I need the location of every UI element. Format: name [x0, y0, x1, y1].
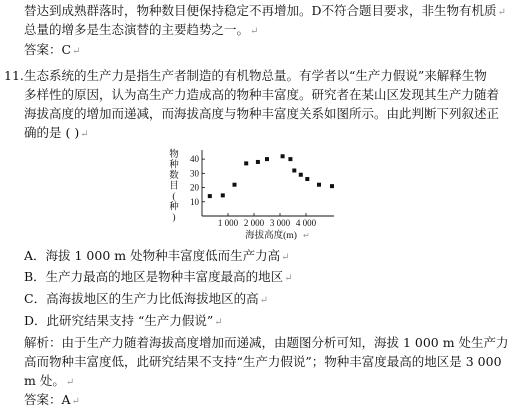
analysis-line-2: 高而物种丰富度低，此研究结果不支持“生产力假说”；物种丰富度最高的地区是 3 000	[24, 354, 502, 369]
y-axis-label: 物种数目(种)	[169, 150, 179, 223]
prev-answer: 答案：C↵	[24, 42, 81, 57]
data-point	[305, 177, 309, 181]
chart-points	[208, 154, 334, 198]
data-point	[330, 184, 334, 188]
option-c: C．高海拔地区的生产力比低海拔地区的高↵	[24, 291, 268, 306]
question-stem-line-3: 海拔高度的增加而递减，而海拔高度与物种丰富度关系如图所示。由此判断下列叙述正	[24, 106, 500, 121]
data-point	[221, 193, 225, 197]
question-stem-line-1: 生态系统的生产力是指生产者制造的有机物总量。有学者以“生产力假说”来解释生物	[24, 68, 487, 83]
data-point	[317, 183, 321, 187]
x-tick-label: 2 000	[243, 218, 265, 228]
x-axis-label: 海拔高度(m)	[245, 231, 297, 241]
data-point	[299, 173, 303, 177]
y-tick-label: 20	[190, 182, 199, 193]
x-axis-label-mark: ↵	[303, 231, 310, 240]
chart-ticks	[190, 154, 317, 228]
x-tick-label: 4 000	[295, 218, 317, 228]
y-tick-label: 40	[190, 154, 199, 165]
option-a: A．海拔 1 000 m 处物种丰富度低而生产力高↵	[24, 248, 290, 263]
data-point	[288, 157, 292, 161]
data-point	[292, 168, 296, 172]
option-b: B．生产力最高的地区是物种丰富度最高的地区↵	[24, 269, 293, 284]
question-stem-line-2: 多样性的原因，认为高生产力造成高的物种丰富度。研究者在某山区发现其生产力随着	[24, 87, 500, 102]
data-point	[256, 160, 260, 164]
answer-a: 答案：A↵	[24, 392, 80, 407]
y-tick-label: 30	[190, 168, 199, 179]
y-tick-label: 10	[190, 196, 199, 207]
data-point	[281, 154, 285, 158]
data-point	[265, 157, 269, 161]
data-point	[244, 161, 248, 165]
analysis-line-1: 解析：由于生产力随着海拔高度增加而递减，由题图分析可知，海拔 1 000 m 处生产力	[24, 335, 509, 350]
x-tick-label: 3 000	[269, 218, 291, 228]
analysis-line-3: m 处。↵	[24, 373, 75, 388]
question-number: 11.	[4, 68, 24, 83]
data-point	[208, 194, 212, 198]
option-d: D．此研究结果支持 “生产力假说”↵	[24, 313, 223, 328]
data-point	[233, 183, 237, 187]
prev-explanation-line-2: 总量的增多是生态演替的主要趋势之一。↵	[24, 22, 259, 37]
x-tick-label: 1 000	[217, 218, 239, 228]
question-stem-line-4: 确的是 ( )↵	[24, 125, 89, 140]
prev-explanation-line-1: 替达到成熟群落时，物种数目便保持稳定不再增加。D不符合题目要求，非生物有机质↵	[24, 3, 506, 18]
species-richness-altitude-chart	[160, 144, 340, 245]
